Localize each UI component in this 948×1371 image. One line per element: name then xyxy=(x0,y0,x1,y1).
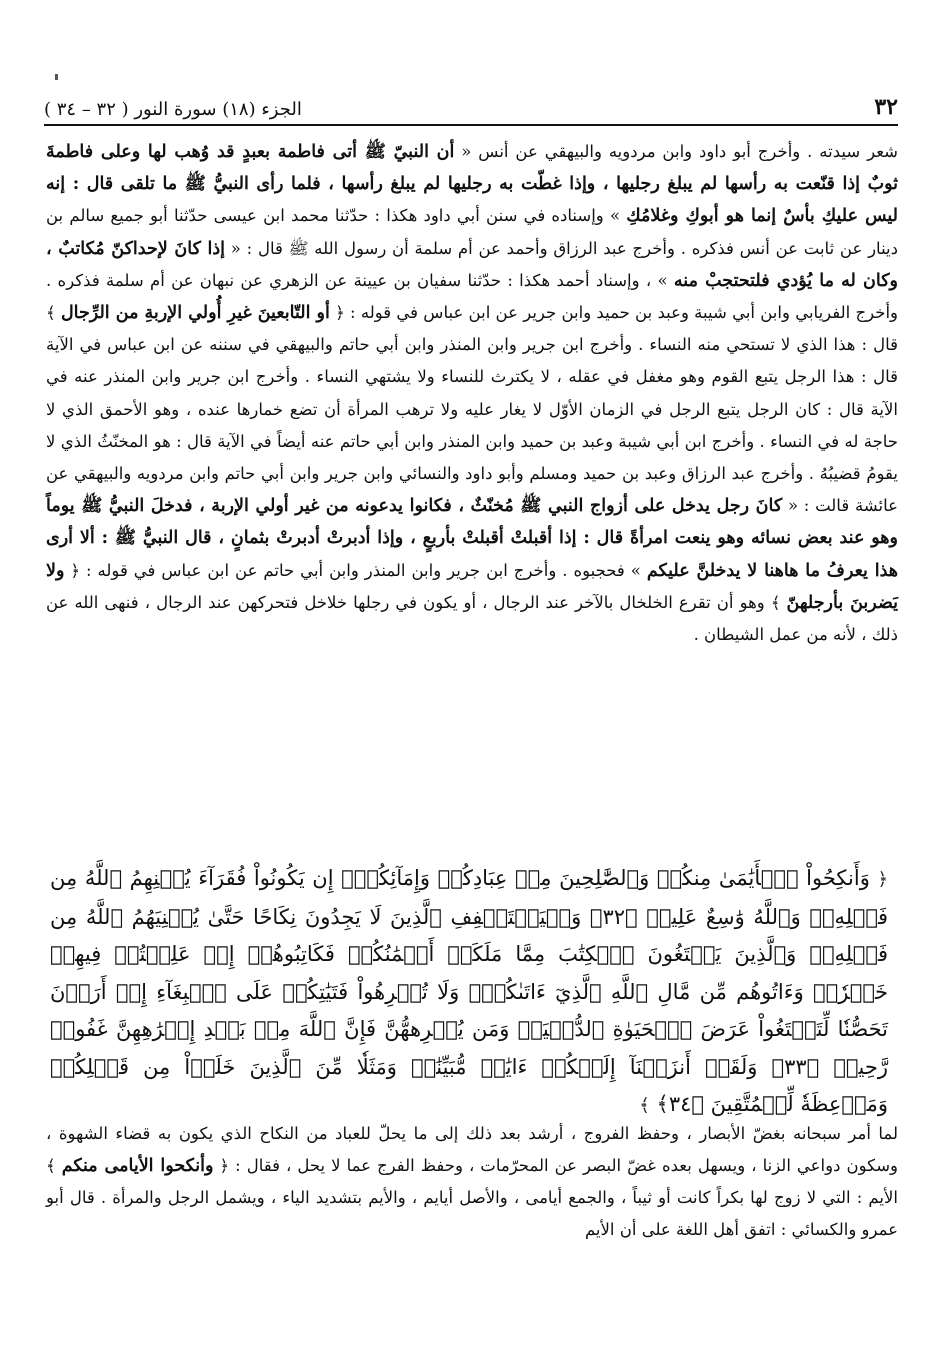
verse-quote: أو التّابعينَ غيرِ أُولي الإربةِ من الرِّجال xyxy=(60,303,330,324)
hadith-quote: إذا كانَ لإحداكنّ مُكاتبٌ ، وكان له ما يُؤدي فلتحتجبْ منه xyxy=(46,238,898,291)
text-segment: ﴾ قال : هذا الذي لا تستحي منه النساء . وأخرج ابن جرير وابن المنذر وابن أبي حاتم والبيهقي في سننه عن ابن عباس في الآية قال : هذا الرجل يتبع القوم وهو مغفل في عقله ، لا يكترث للنساء ولا يشتهي النساء . وأخرج ابن جرير وابن المنذر عنه في الآية قال : كان الرجل يتبع الرجل في الزمان الأوّل لا يغار عليه ولا ترهب المرأة أن تضع خمارها عنده ، وهو الأحمق الذي لا حاجة له في النساء . وأخرج ابن أبي شيبة وعبد بن حميد وابن المنذر وابن أبي حاتم عنه أيضاً في الآية قال : هو المخنّثُ الذي لا يقومُ قضيبُهُ . وأخرج عبد الرزاق وعبد بن حميد ومسلم وأبو داود والنسائي وابن جرير وابن أبي حاتم وابن مردويه والبيهقي عن عائشة قالت : « xyxy=(46,303,898,516)
verse-close-bracket: ﴾ xyxy=(639,1095,650,1116)
header-rule xyxy=(44,124,898,126)
verse-quote: ولا يَضربنَ بأرجلهنّ xyxy=(46,560,898,613)
verse-quote: وأنكحوا الأيامى منكم xyxy=(61,1155,214,1176)
text-segment: » وإسناده في سنن أبي داود هكذا : حدّثنا محمد ابن عيسى حدّثنا أبو جميع سالم بن دينار عن ثابت عن أنس فذكره . وأخرج عبد الرزاق وأحمد عن أم سلمة أن رسول الله ﷺ قال : « xyxy=(46,206,898,258)
margin-mark xyxy=(55,74,58,80)
text-segment: ﴾ الأيم : التي لا زوج لها بكراً كانت أو ثيباً ، والجمع أيامى ، والأصل أيايم ، والأيم بتشديد الياء ، ويشمل الرجل والمرأة . قال أبو عمرو والكسائي : اتفق أهل اللغة على أن الأيم xyxy=(46,1155,898,1239)
running-title: الجزء (١٨) سورة النور ( ٣٢ – ٣٤ ) xyxy=(44,99,302,120)
hadith-commentary xyxy=(46,136,898,651)
running-header xyxy=(44,86,898,120)
text-segment: لما أمر سبحانه بغضّ الأبصار ، وحفظ الفروج ، أرشد بعد ذلك إلى ما يحلّ للعباد من النكاح الذي يكون به قضاء الشهوة ، وسكون دواعي الزنا ، ويسهل بعده غضّ البصر عن المحرّمات ، وحفظ الفرج عما لا يحل ، فقال : ﴿ xyxy=(46,1124,899,1175)
hadith-quote: أن النبيّ ﷺ أتى فاطمة بعبدٍ قد وُهب لها وعلى فاطمةَ ثوبٌ إذا قنّعت به رأسها لم يبلغ رجليها ، وإذا غطّت به رجليها لم يبلغ رأسها ، فلما رأى النبيُّ ﷺ ما تلقى قال : إنه ليس عليكِ بأسٌ إنما هو أبوكِ وغلامُكِ xyxy=(46,142,899,227)
text-segment: ﴾ وهو أن تقرع الخلخال بالآخر عند الرجال ، أو يكون في رجلها خلاخل فتحركهن عند الرجال ، فنهى الله عن ذلك ، لأنه من عمل الشيطان . xyxy=(46,592,898,645)
text-segment: » فحجبوه . وأخرج ابن جرير وابن المنذر وابن أبي حاتم عن ابن عباس في قوله : ﴿ xyxy=(64,560,647,580)
page-number: ٣٢ xyxy=(874,94,898,120)
text-segment: » ، وإسناد أحمد هكذا : حدّثنا سفيان بن عيينة عن الزهري عن نبهان عن أم سلمة فذكره . وأخرج الفريابي وابن أبي شيبة وعبد بن حميد وابن جرير عن ابن عباس في قوله : ﴿ xyxy=(46,270,898,323)
verse-open-bracket: ﴿ xyxy=(877,869,888,890)
text-segment: شعر سيدته . وأخرج أبو داود وابن مردويه والبيهقي عن أنس « xyxy=(454,142,899,161)
verse-text: وَأَنكِحُواْ ٱلۡأَيَٰمَىٰ مِنكُمۡ وَٱلصَّٰلِحِينَ مِنۡ عِبَادِكُمۡ وَإِمَآئِكُمۡۚ إِن يَكُونُواْ فُقَرَآءَ يُغۡنِهِمُ ٱللَّهُ مِن فَضۡلِهِۦۗ وَٱللَّهُ وَٰسِعٌ عَلِيمٞ ﴿٣٢﴾ وَلۡيَسۡتَعۡفِفِ ٱلَّذِينَ لَا يَجِدُونَ نِكَاحًا حَتَّىٰ يُغۡنِيَهُمُ ٱللَّهُ مِن فَضۡلِهِۦۗ وَٱلَّذِينَ يَبۡتَغُونَ ٱلۡكِتَٰبَ مِمَّا مَلَكَتۡ أَيۡمَٰنُكُمۡ فَكَاتِبُوهُمۡ إِنۡ عَلِمۡتُمۡ فِيهِمۡ خَيۡرٗاۖ وَءَاتُوهُم مِّن مَّالِ ٱللَّهِ ٱلَّذِيٓ ءَاتَىٰكُمۡۚ وَلَا تُكۡرِهُواْ فَتَيَٰتِكُمۡ عَلَى ٱلۡبِغَآءِ إِنۡ أَرَدۡنَ تَحَصُّنٗا لِّتَبۡتَغُواْ عَرَضَ ٱلۡحَيَوٰةِ ٱلدُّنۡيَاۚ وَمَن يُكۡرِههُّنَّ فَإِنَّ ٱللَّهَ مِنۢ بَعۡدِ إِكۡرَٰهِهِنَّ غَفُورٞ رَّحِيمٞ ﴿٣٣﴾ وَلَقَدۡ أَنزَلۡنَآ إِلَيۡكُمۡ ءَايَٰتٖ مُّبَيِّنَٰتٖ وَمَثَلٗا مِّنَ ٱلَّذِينَ خَلَوۡاْ مِن قَبۡلِكُمۡ وَمَوۡعِظَةٗ لِّلۡمُتَّقِينَ ﴿٣٤﴾ xyxy=(50,866,888,1116)
tafsir-text xyxy=(46,1118,898,1245)
quran-verses xyxy=(50,860,888,1125)
hadith-quote: كانَ رجل يدخل على أزواج النبي ﷺ مُخنّثٌ ، فكانوا يدعونه من غير أولي الإربة ، فدخلَ النبيُّ ﷺ يوماً وهو عند بعض نسائه وهو ينعت امرأةً قال : إذا أقبلتْ أقبلتْ بأربعٍ ، وإذا أدبرتْ أدبرتْ بثمانٍ ، قال النبيُّ ﷺ : ألا أرى هذا يعرفُ ما هاهنا لا يدخلنَّ عليكم xyxy=(46,496,898,581)
